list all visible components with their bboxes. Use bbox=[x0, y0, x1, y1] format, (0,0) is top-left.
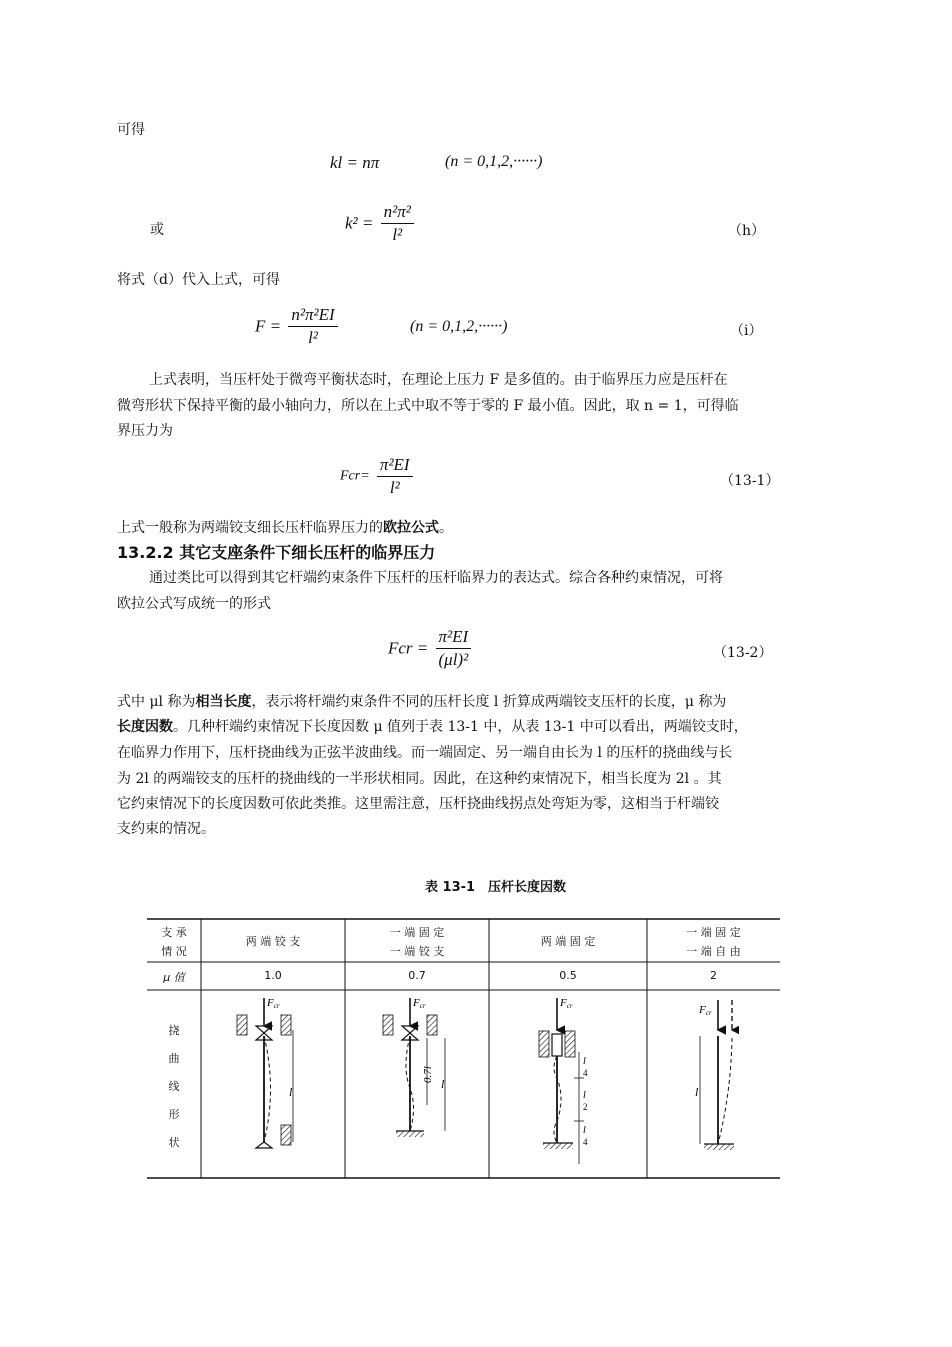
mu-value-pinned-pinned: 1.0 bbox=[264, 969, 282, 982]
header-fixed-pinned-line-2: 一 端 铰 支 bbox=[389, 945, 445, 958]
equation-13-2-den: (μl)² bbox=[438, 650, 469, 669]
mu-value-fixed-pinned: 0.7 bbox=[408, 969, 426, 982]
figure-3-force-label: Fcr bbox=[560, 997, 573, 1010]
table-caption: 表 13-1 压杆长度因数 bbox=[425, 880, 567, 895]
figure-1-force-label: Fcr bbox=[267, 997, 280, 1010]
shape-label-5: 状 bbox=[168, 1136, 180, 1149]
shape-label-3: 线 bbox=[168, 1080, 180, 1093]
figure-pinned-pinned bbox=[237, 997, 293, 1148]
header-support-line-1: 支 承 bbox=[161, 926, 187, 939]
section-heading: 13.2.2 其它支座条件下细长压杆的临界压力 bbox=[117, 543, 436, 562]
shape-label-1: 挠 bbox=[168, 1024, 180, 1037]
figure-4-length-label: l bbox=[695, 1085, 699, 1099]
paragraph-3-line-2 bbox=[117, 717, 748, 737]
paragraph-3-line-3: 在临界力作用下，压杆挠曲线为正弦半波曲线。而一端固定、另一端自由长为 l 的压杆的挠曲线与长 bbox=[117, 745, 733, 761]
euler-formula-term: 欧拉公式 bbox=[383, 520, 439, 536]
equation-h-num: n²π² bbox=[381, 202, 414, 224]
buckling-shapes bbox=[147, 918, 780, 1180]
figure-3-quarter-top-label: l bbox=[583, 1056, 586, 1067]
paragraph-2-line-2: 欧拉公式写成统一的形式 bbox=[117, 596, 271, 612]
equation-i-den: l² bbox=[308, 328, 318, 347]
figure-2-length-label: l bbox=[441, 1077, 445, 1091]
equation-i bbox=[255, 305, 341, 348]
equation-h-den: l² bbox=[392, 225, 403, 244]
figure-3-half-label: l bbox=[583, 1090, 586, 1101]
paragraph-3-line-4: 为 2l 的两端铰支的压杆的挠曲线的一半形状相同。因此，在这种约束情况下，相当长度为 2l 。其 bbox=[117, 771, 722, 787]
equation-13-2-lhs: Fcr = bbox=[388, 638, 429, 658]
figure-fixed-pinned bbox=[383, 997, 445, 1137]
equation-i-num: n²π²EI bbox=[288, 305, 337, 327]
paragraph-3-line-6: 支约束的情况。 bbox=[117, 821, 215, 837]
mu-label: μ 值 bbox=[163, 971, 185, 984]
paragraph-3-line-1a: 式中 μl 称为 bbox=[117, 694, 196, 710]
equation-kl-lhs: kl = nπ bbox=[330, 153, 380, 172]
figure-fixed-free bbox=[695, 1000, 734, 1150]
text-daishi: 将式（d）代入上式，可得 bbox=[117, 272, 280, 288]
euler-sentence bbox=[117, 518, 453, 538]
header-fixed-free-line-1: 一 端 固 定 bbox=[686, 926, 741, 939]
figure-3-half-den: 2 bbox=[583, 1102, 588, 1112]
shape-label-2: 曲 bbox=[168, 1052, 180, 1065]
equation-h-lhs: k² = bbox=[345, 213, 374, 233]
header-fixed-free-line-2: 一 端 自 由 bbox=[686, 945, 741, 958]
equation-i-condition: (n = 0,1,2,······) bbox=[410, 318, 508, 335]
shape-label-4: 形 bbox=[168, 1108, 180, 1121]
euler-sentence-post: 。 bbox=[439, 520, 453, 536]
paragraph-3-line-2b: 。几种杆端约束情况下长度因数 μ 值列于表 13-1 中，从表 13-1 中可以看出，两端铰支时， bbox=[173, 719, 748, 735]
mu-value-fixed-free: 2 bbox=[710, 969, 717, 982]
figure-3-quarter-top-den: 4 bbox=[583, 1068, 588, 1078]
figure-3-quarter-bottom-den: 4 bbox=[583, 1137, 588, 1147]
paragraph-3-line-1c: ，表示将杆端约束条件不同的压杆长度 l 折算成两端铰支压杆的长度，μ 称为 bbox=[251, 694, 727, 710]
figure-fixed-fixed bbox=[539, 997, 588, 1164]
equation-h-tag: （h） bbox=[728, 223, 766, 239]
equation-h bbox=[345, 202, 417, 245]
equation-kl-condition: (n = 0,1,2,······) bbox=[445, 153, 543, 170]
paragraph-3-line-1 bbox=[117, 692, 726, 712]
length-factor-table bbox=[147, 918, 780, 1180]
length-factor-term: 长度因数 bbox=[117, 719, 173, 735]
text-kede: 可得 bbox=[117, 122, 145, 138]
equivalent-length-term: 相当长度 bbox=[195, 694, 252, 710]
header-fixed-pinned-line-1: 一 端 固 定 bbox=[389, 926, 445, 939]
equation-13-2-tag: （13-2） bbox=[713, 645, 773, 661]
euler-sentence-pre: 上式一般称为两端铰支细长压杆临界压力的 bbox=[117, 520, 383, 536]
paragraph-1-line-2: 微弯形状下保持平衡的最小轴向力，所以在上式中取不等于零的 F 最小值。因此，取 n = 1，可得临 bbox=[117, 398, 739, 414]
equation-i-lhs: F = bbox=[255, 316, 282, 336]
figure-2-length-07-label: 0.7l bbox=[422, 1066, 434, 1083]
equation-13-2-num: π²EI bbox=[436, 627, 472, 649]
equation-13-1-num: π²EI bbox=[377, 455, 413, 477]
header-fixed-fixed: 两 端 固 定 bbox=[540, 935, 596, 948]
equation-13-1-den: l² bbox=[389, 478, 400, 497]
header-pinned-pinned: 两 端 铰 支 bbox=[245, 935, 301, 948]
paragraph-1-line-3: 界压力为 bbox=[117, 423, 173, 439]
figure-2-force-label: Fcr bbox=[413, 997, 426, 1010]
figure-3-quarter-bottom-label: l bbox=[583, 1125, 586, 1136]
text-huo: 或 bbox=[150, 222, 164, 238]
figure-4-force-label: Fcr bbox=[699, 1004, 712, 1017]
figure-1-length-label: l bbox=[289, 1085, 293, 1099]
equation-kl bbox=[330, 153, 379, 173]
header-support-line-2: 情 况 bbox=[161, 945, 187, 958]
equation-13-1-tag: （13-1） bbox=[720, 473, 780, 489]
mu-value-fixed-fixed: 0.5 bbox=[559, 969, 577, 982]
paragraph-1-line-1: 上式表明，当压杆处于微弯平衡状态时，在理论上压力 F 是多值的。由于临界压力应是压杆在 bbox=[149, 372, 728, 388]
equation-13-2 bbox=[388, 627, 474, 670]
equation-13-1-lhs: Fcr= bbox=[340, 468, 370, 484]
equation-13-1 bbox=[340, 455, 416, 498]
equation-i-tag: （i） bbox=[730, 323, 763, 339]
paragraph-2-line-1: 通过类比可以得到其它杆端约束条件下压杆的压杆临界力的表达式。综合各种约束情况，可将 bbox=[149, 570, 723, 586]
paragraph-3-line-5: 它约束情况下的长度因数可依此类推。这里需注意，压杆挠曲线拐点处弯矩为零，这相当于杆端铰 bbox=[117, 796, 719, 812]
